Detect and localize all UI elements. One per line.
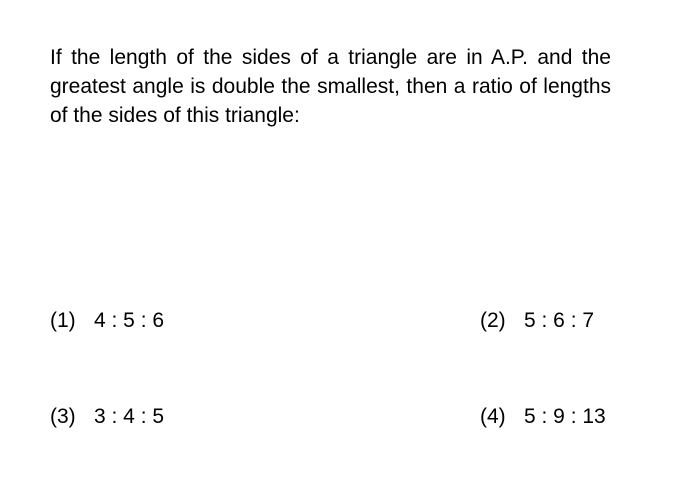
question-text: If the length of the sides of a triangle are in A.P. and the greatest angle is double the smallest, then a ratio of lengths of the sides of this triangle: <box>50 46 611 127</box>
option-2[interactable] <box>480 306 594 335</box>
option-3-value: 3 : 4 : 5 <box>94 405 165 428</box>
option-1-number: (1) <box>50 309 76 332</box>
option-2-number: (2) <box>480 309 506 332</box>
option-1-value: 4 : 5 : 6 <box>94 309 165 332</box>
option-1[interactable] <box>50 306 164 335</box>
option-2-value: 5 : 6 : 7 <box>524 309 595 332</box>
option-3[interactable] <box>50 402 164 431</box>
option-4[interactable] <box>480 402 606 431</box>
option-3-number: (3) <box>50 405 76 428</box>
option-4-value: 5 : 9 : 13 <box>524 405 606 428</box>
option-4-number: (4) <box>480 405 506 428</box>
